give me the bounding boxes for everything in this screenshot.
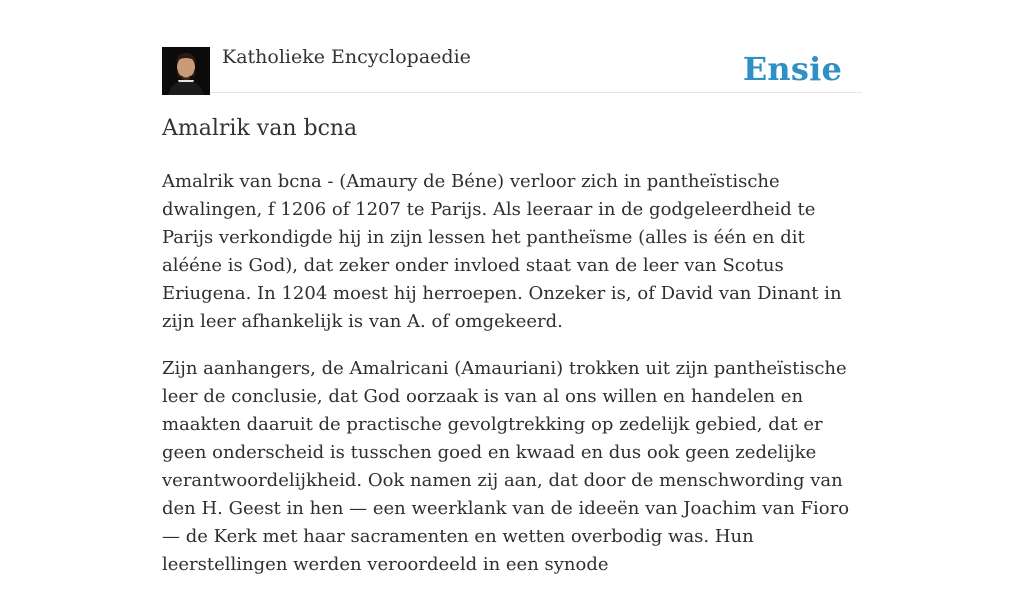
article-body xyxy=(162,168,862,598)
header xyxy=(162,0,862,93)
page-container xyxy=(162,0,862,575)
article-paragraph: Amalrik van bcna - (Amaury de Béne) verloor zich in pantheïstische dwalingen, f 1206 of 1207 te Parijs. Als leeraar in de godgeleerdheid te Parijs verkondigde hij in zijn lessen het pantheïsme (alles is één en dit alééne is God), dat zeker onder invloed staat van de leer van Scotus Eriugena. In 1204 moest hij herroepen. Onzeker is, of David van Dinant in zijn leer afhankelijk is van A. of omgekeerd. xyxy=(162,171,842,332)
portrait-icon xyxy=(162,47,210,95)
article-title: Amalrik van bcna xyxy=(162,116,358,141)
avatar[interactable] xyxy=(162,47,210,95)
source-name[interactable]: Katholieke Encyclopaedie xyxy=(222,46,471,68)
article-paragraph: Zijn aanhangers, de Amalricani (Amauriani) trokken uit zijn pantheïstische leer de conclusie, dat God oorzaak is van al ons willen en handelen en maakten daaruit de practische gevolgtrekking op zedelijk gebied, dat er geen onderscheid is tusschen goed en kwaad en dus ook geen zedelijke verantwoordelijkheid. Ook namen zij aan, dat door de menschwording van den H. Geest in hen — een weerklank van de ideeën van Joachim van Fioro — de Kerk met haar sacramenten en wetten overbodig was. Hun leerstellingen werden veroordeeld in een synode xyxy=(162,358,850,575)
brand-logo[interactable]: Ensie xyxy=(742,50,842,88)
